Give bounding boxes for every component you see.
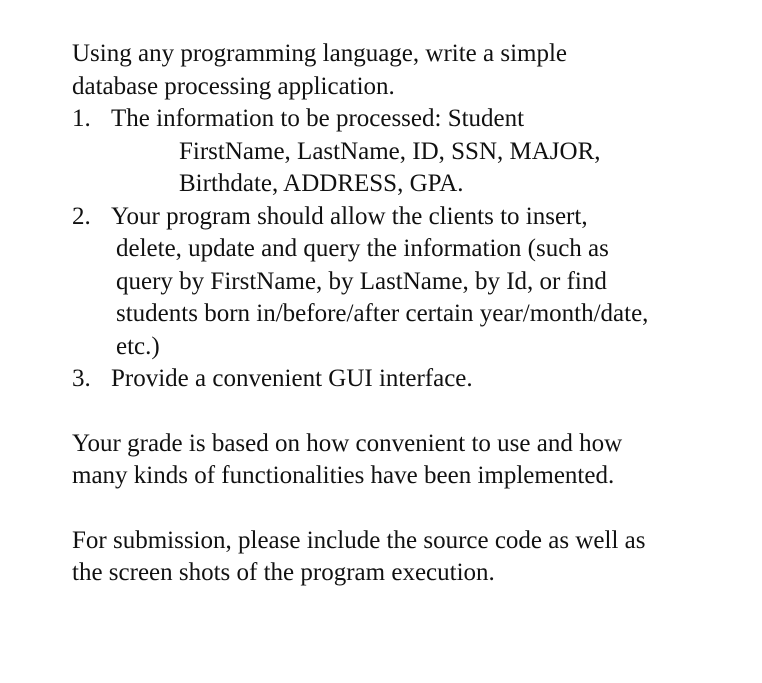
- intro-paragraph: [72, 38, 742, 103]
- list-item: [72, 201, 742, 364]
- requirements-list: [72, 103, 742, 396]
- paragraph-gap: [72, 396, 742, 428]
- list-item: [72, 363, 742, 396]
- grading-line: many kinds of functionalities have been implemented.: [72, 462, 615, 489]
- submission-line: the screen shots of the program execution.: [72, 559, 495, 586]
- paragraph-gap: [72, 493, 742, 525]
- assignment-document: [72, 38, 742, 590]
- submission-line: For submission, please include the source code as well as: [72, 526, 646, 554]
- list-item-number: 3.: [72, 365, 91, 392]
- list-item-subline: Birthdate, ADDRESS, GPA.: [179, 170, 464, 197]
- list-item-continuation: delete, update and query the information (such as: [116, 235, 609, 262]
- list-item-body: [111, 201, 742, 364]
- list-item-body: [111, 363, 742, 396]
- list-item-text: The information to be processed: Student: [111, 105, 525, 132]
- grading-paragraph: [72, 428, 742, 493]
- submission-paragraph: [72, 525, 742, 590]
- list-item-subline: FirstName, LastName, ID, SSN, MAJOR,: [179, 137, 601, 165]
- intro-line: Using any programming language, write a simple: [72, 40, 568, 67]
- list-item: [72, 103, 742, 201]
- list-item-continuation: etc.): [116, 332, 160, 360]
- list-item-continuation: query by FirstName, by LastName, by Id, or find: [116, 267, 607, 295]
- list-item-body: [111, 103, 742, 201]
- list-item-number: 2.: [72, 202, 91, 230]
- grading-line: Your grade is based on how convenient to use and how: [72, 429, 623, 457]
- list-item-text: Provide a convenient GUI interface.: [111, 365, 473, 392]
- list-item-continuation: students born in/before/after certain year/month/date,: [116, 300, 649, 327]
- list-item-number: 1.: [72, 105, 91, 132]
- intro-line: database processing application.: [72, 72, 395, 100]
- list-item-text: Your program should allow the clients to insert,: [111, 202, 588, 230]
